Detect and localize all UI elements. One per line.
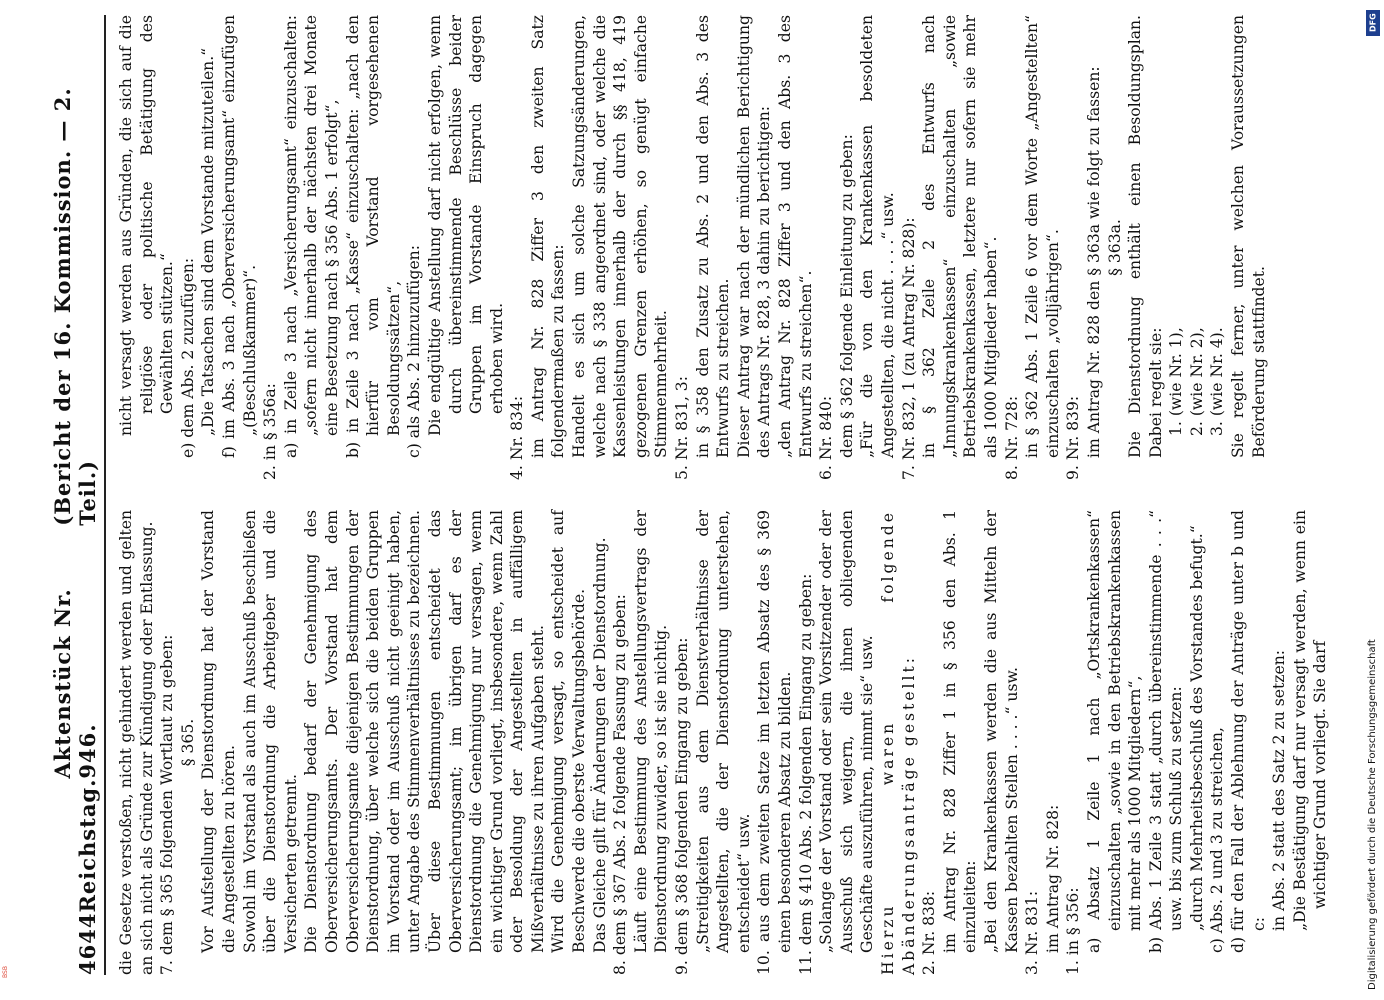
paragraph: Die Dienstordnung enthält einen Besoldungsplan. Dabei regelt sie:: [1126, 15, 1165, 458]
section-heading: § 365.: [178, 718, 197, 767]
paragraph: c) Abs. 2 und 3 zu streichen,: [1208, 727, 1227, 953]
paragraph: a) Absatz 1 Zeile 1 nach „Ortskrankenkassen“ einzuschalten „sowie in den Betriebskrankenkassen mit mehr als 1000 Mitgliedern“,: [1084, 510, 1145, 953]
paragraph: 9. dem § 368 folgenden Eingang zu geben:: [673, 637, 692, 975]
paragraph: 2. in § 356a:: [261, 383, 280, 480]
paragraph: 11. dem § 410 Abs. 2 folgenden Eingang zu geben:: [796, 573, 815, 975]
paragraph: „Die Tatsachen sind dem Vorstande mitzuteilen.“: [199, 47, 218, 436]
motion-number: 8. Nr. 728:: [1002, 395, 1021, 480]
paragraph: in Abs. 2 statt des Satz 2 zu setzen:: [1270, 650, 1289, 931]
paragraph: im Antrag Nr. 828 den § 363a wie folgt zu fassen:: [1084, 66, 1103, 458]
paragraph: Läuft eine Bestimmung des Anstellungsvertrags der Dienstordnung zuwider, so ist sie nichtig.: [631, 510, 671, 953]
motion-number: 9. Nr. 839:: [1064, 395, 1083, 480]
paragraph: b) Abs. 1 Zeile 3 statt „durch übereinstimmende . . .“ usw. bis zum Schluß zu setzen:: [1146, 510, 1186, 953]
page-number: 4644: [75, 912, 100, 975]
paragraph: die Gesetze verstoßen, nicht gehindert werden und gelten an sich nicht als Gründe zur Kündigung oder Entlassung.: [117, 510, 156, 975]
paragraph: e) dem Abs. 2 zuzufügen:: [178, 257, 197, 458]
paragraph: b) in Zeile 3 nach „Kasse“ einzuschalten: „nach den hierfür vom Vorstand vorgesehenen Besoldungssätzen“,: [343, 15, 403, 458]
motion-number: 7. Nr. 832, 1 (zu Antrag Nr. 828):: [899, 217, 918, 480]
paragraph: „durch Mehrheitsbeschluß des Vorstandes befugt.“: [1187, 525, 1206, 931]
digitization-note: Digitalisierung gefördert durch die Deutsche Forschungsgemeinschaft: [1367, 639, 1378, 990]
rotated-page: [50, 15, 1360, 975]
list-item: 3. (wie Nr. 4).: [1208, 327, 1227, 436]
paragraph: Sowohl im Vorstand als auch im Ausschuß beschließen über die Dienstordnung die Arbeitgeber und die Versicherten getrennt.: [240, 510, 300, 953]
paragraph: Sie regelt ferner, unter welchen Voraussetzungen Beförderung stattfindet.: [1229, 15, 1268, 458]
paragraph: Die Dienstordnung bedarf der Genehmigung des Oberversicherungsamts. Der Vorstand hat dem Oberversicherungsamte diejenigen Bestimmungen der Dienstordnung, über welche sich die beiden Gruppen im Vorstand oder im Ausschuß nicht geeinigt haben, unter Angabe des Stimmenverhältnisses zu bezeichnen. Über diese Bestimmungen entscheidet das Oberversicherungsamt; im übrigen darf es der Dienstordnung die Genehmigung nur versagen, wenn ein wichtiger Grund vorliegt, insbesondere, wenn Zahl oder Besoldung der Angestellten in auffälligem Mißverhältnisse zu ihren Aufgaben steht.: [302, 510, 547, 953]
paragraph: „den Antrag Nr. 828 Ziffer 3 und den Abs. 3 des Entwurfs zu streichen“.: [776, 15, 815, 458]
list-item: 2. (wie Nr. 2),: [1187, 327, 1206, 436]
paragraph: „Bei den Krankenkassen werden die aus Mitteln der Kassen bezahlten Stellen . . . .“ usw.: [981, 510, 1021, 953]
motion-number: 4. Nr. 834:: [508, 395, 527, 480]
paragraph: „Für die von den Krankenkassen besoldeten Angestellten, die nicht . . . .“ usw.: [858, 15, 897, 458]
paragraph: im Antrag Nr. 828 Ziffer 3 den zweiten Satz folgendermaßen zu fassen:: [528, 15, 568, 458]
paragraph: in § 362 Zeile 2 des Entwurfs nach „Innungskrankenkassen“ einzuschalten „sowie Betriebskrankenkassen, letztere nur sofern sie mehr als 1000 Mitglieder haben“.: [920, 15, 1000, 458]
paragraph: 7. dem § 365 folgenden Wortlaut zu geben:: [158, 634, 177, 975]
motion-number: 6. Nr. 840:: [817, 395, 836, 480]
paragraph: in § 362 Abs. 1 Zeile 6 vor dem Worte „Angestellten“ einzuschalten „volljährigen“.: [1023, 15, 1062, 458]
paragraph: „Solange der Vorstand oder sein Vorsitzender oder der Ausschuß sich weigern, die ihnen obliegenden Geschäfte auszuführen, nimmt sie“ usw.: [817, 510, 877, 953]
paragraph: Handelt es sich um solche Satzungsänderungen, welche nach § 338 angeordnet sind, oder welche die Kassenleistungen innerhalb der durch §§ 418, 419 gezogenen Grenzen erhöhen, so genügt einfache Stimmenmehrheit.: [570, 15, 671, 458]
paragraph: nicht versagt werden aus Gründen, die sich auf die religiöse oder politische Betätigung des Gewählten stützen.“: [117, 15, 177, 436]
paragraph: im Antrag Nr. 828 Ziffer 1 in § 356 den Abs. 1 einzuleiten:: [940, 510, 980, 953]
paragraph: Dieser Antrag war nach der mündlichen Berichtigung des Antrags Nr. 828, 3 dahin zu berichtigen:: [734, 15, 774, 458]
motion-number: 2. Nr. 838:: [920, 890, 939, 975]
text-columns: [116, 15, 1331, 975]
motion-number: 5. Nr. 831, 3:: [673, 376, 692, 480]
header-right-title: (Bericht der 16. Kommission. — 2. Teil.): [50, 87, 100, 526]
paragraph: d) für den Fall der Ablehnung der Anträge unter b und c:: [1229, 510, 1268, 953]
header-center-title: Aktenstück Nr. 946.: [50, 588, 100, 779]
dfg-logo: DFG: [1366, 10, 1380, 36]
paragraph: Wird die Genehmigung versagt, so entscheidet auf Beschwerde die oberste Verwaltungsbehörde.: [549, 510, 589, 953]
list-item: 1. (wie Nr. 1),: [1167, 327, 1186, 436]
page-header: [50, 15, 100, 975]
paragraph: dem § 362 folgende Einleitung zu geben:: [837, 134, 856, 458]
header-left-title: Reichstag.: [75, 778, 100, 913]
library-mark: BSB: [2, 966, 9, 978]
paragraph: in § 358 den Zusatz zu Abs. 2 und den Abs. 3 des Entwurfs zu streichen.: [693, 15, 733, 458]
paragraph: c) als Abs. 2 hinzuzufügen:: [405, 245, 424, 458]
paragraph: Die endgültige Anstellung darf nicht erfolgen, wenn durch übereinstimmende Beschlüsse beider Gruppen im Vorstande Einspruch dagegen erhoben wird.: [425, 15, 506, 436]
right-column: [116, 15, 1331, 480]
paragraph: 1. in § 356:: [1064, 887, 1083, 975]
paragraph: f) im Abs. 3 nach „Oberversicherungsamt“ einzufügen „(Beschlußkammer)“.: [219, 15, 259, 458]
header-rule: [104, 15, 106, 975]
left-column: [116, 510, 1331, 975]
paragraph: 10. aus dem zweiten Satze im letzten Absatz des § 369 einen besonderen Absatz zu bilden.: [755, 510, 794, 975]
section-heading: § 363a.: [1105, 219, 1124, 276]
paragraph: Vor Aufstellung der Dienstordnung hat der Vorstand die Angestellten zu hören.: [199, 510, 238, 953]
paragraph: im Antrag Nr. 828:: [1043, 804, 1062, 953]
paragraph: 8. dem § 367 Abs. 2 folgende Fassung zu geben:: [611, 594, 630, 975]
paragraph: Das Gleiche gilt für Änderungen der Dienstordnung.: [590, 537, 609, 953]
paragraph: a) in Zeile 3 nach „Versicherungsamt“ einzuschalten: „sofern nicht innerhalb der nächsten drei Monate eine Besetzung nach § 356 Abs. 1 erfolgt“,: [281, 15, 341, 458]
paragraph: Hierzu waren folgende Abänderungsanträge gestellt:: [878, 510, 918, 975]
paragraph: „Die Bestätigung darf nur versagt werden, wenn ein wichtiger Grund vorliegt. Sie darf: [1290, 510, 1330, 931]
paragraph: „Streitigkeiten aus dem Dienstverhältnisse der Angestellten, die der Dienstordnung unterstehen, entscheidet“ usw.: [693, 510, 753, 953]
motion-number: 3. Nr. 831:: [1023, 890, 1042, 975]
